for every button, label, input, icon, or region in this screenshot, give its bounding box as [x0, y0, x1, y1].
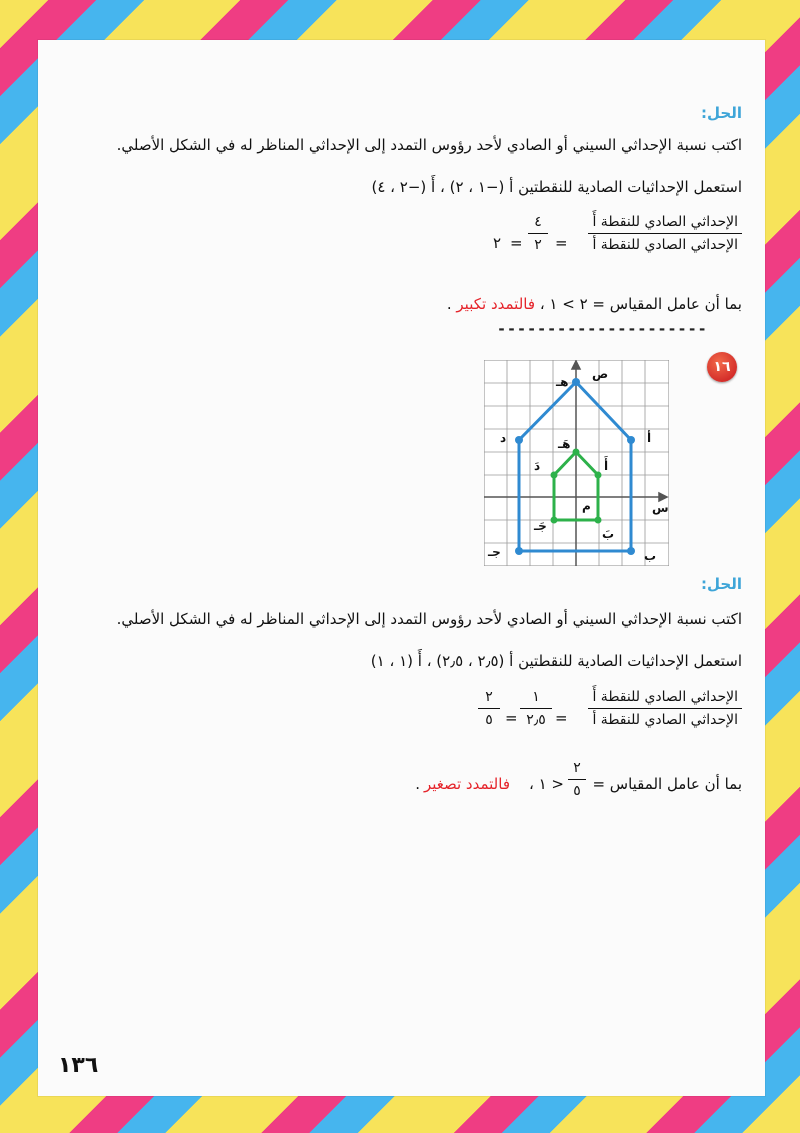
- vertex-label-inner-right: أَ: [604, 459, 609, 473]
- conclusion-period: .: [446, 295, 452, 313]
- conclusion-highlight-2: فالتمدد تصغير: [423, 775, 510, 793]
- fraction-denominator: الإحداثي الصادي للنقطة أ: [592, 237, 738, 253]
- conclusion-line-2-text: بما أن عامل المقياس =: [592, 775, 742, 793]
- conclusion-highlight: فالتمدد تكبير: [456, 295, 536, 313]
- vertex-label-inner-bottom-right: بَ: [602, 527, 615, 541]
- y-axis-label: ص: [592, 367, 609, 381]
- fraction-denominator: الإحداثي الصادي للنقطة أ: [592, 712, 738, 728]
- fraction-numerator: الإحداثي الصادي للنقطة أَ: [592, 214, 738, 230]
- value-denominator: ٢٫٥: [526, 712, 546, 728]
- origin-label: م: [582, 499, 591, 513]
- equals-sign: =: [555, 234, 568, 252]
- scale-numerator: ٢: [573, 760, 581, 776]
- vertex-label-outer-bottom-left: جـ: [488, 545, 501, 559]
- value-denominator: ٢: [534, 237, 542, 253]
- vertex-label-outer-left: د: [500, 431, 507, 445]
- vertex-label-outer-right: أ: [647, 431, 652, 445]
- vertex-label-inner-top: هَـ: [558, 437, 571, 451]
- fraction-numerator: الإحداثي الصادي للنقطة أَ: [592, 689, 738, 705]
- problem-number-badge: ١٦: [707, 352, 737, 382]
- coordinates-line-1: استعمل الإحداثيات الصادية للنقطتين أ (−١ ، ٢) ، أَ (−٢ ، ٤): [371, 178, 742, 196]
- vertex-label-inner-left: دَ: [534, 459, 541, 473]
- conclusion-period-2: .: [415, 775, 420, 793]
- ratio-fraction-2: [588, 689, 742, 728]
- solution-header-2: الحل:: [701, 575, 742, 593]
- scale-fraction: [568, 760, 586, 799]
- result-denominator: ٥: [485, 712, 493, 728]
- coordinate-graph: [484, 360, 669, 566]
- solution-header-1: الحل:: [701, 104, 742, 122]
- vertex-label-inner-bottom-left: جَـ: [534, 519, 547, 533]
- vertex-label-outer-bottom-right: ب: [644, 549, 657, 563]
- equals-sign: =: [555, 709, 568, 727]
- scale-denominator: ٥: [573, 783, 581, 799]
- value-fraction-1: [528, 214, 548, 253]
- value-fraction-2: [520, 689, 552, 728]
- value-numerator: ٤: [534, 214, 542, 230]
- equals-sign: =: [510, 234, 523, 252]
- page-number: ١٣٦: [58, 1053, 99, 1078]
- conclusion-line-1: [447, 295, 742, 313]
- value-numerator: ١: [532, 689, 540, 705]
- vertex-label-outer-top: هـ: [556, 375, 569, 389]
- result-numerator: ٢: [485, 689, 493, 705]
- x-axis-label: س: [652, 501, 669, 515]
- divider: ---------------------: [497, 320, 708, 338]
- conclusion-text: بما أن عامل المقياس = ٢ > ١ ،: [539, 295, 742, 313]
- conclusion-line-2-mid: < ١ ،: [528, 775, 564, 793]
- result-fraction-2: [478, 689, 500, 728]
- instruction-line-1: اكتب نسبة الإحداثي السيني أو الصادي لأحد رؤوس التمدد إلى الإحداثي المناظر له في الشكل الأصلي.: [116, 136, 742, 154]
- ratio-fraction-1: [588, 214, 742, 253]
- result-value-1: ٢: [493, 234, 502, 252]
- equals-sign: =: [505, 709, 518, 727]
- page-sheet: [38, 40, 765, 1096]
- instruction-line-2: اكتب نسبة الإحداثي السيني أو الصادي لأحد رؤوس التمدد إلى الإحداثي المناظر له في الشكل الأصلي.: [116, 610, 742, 628]
- coordinates-line-2: استعمل الإحداثيات الصادية للنقطتين أ (٢٫٥ ، ٢٫٥) ، أَ (١ ، ١): [370, 652, 742, 670]
